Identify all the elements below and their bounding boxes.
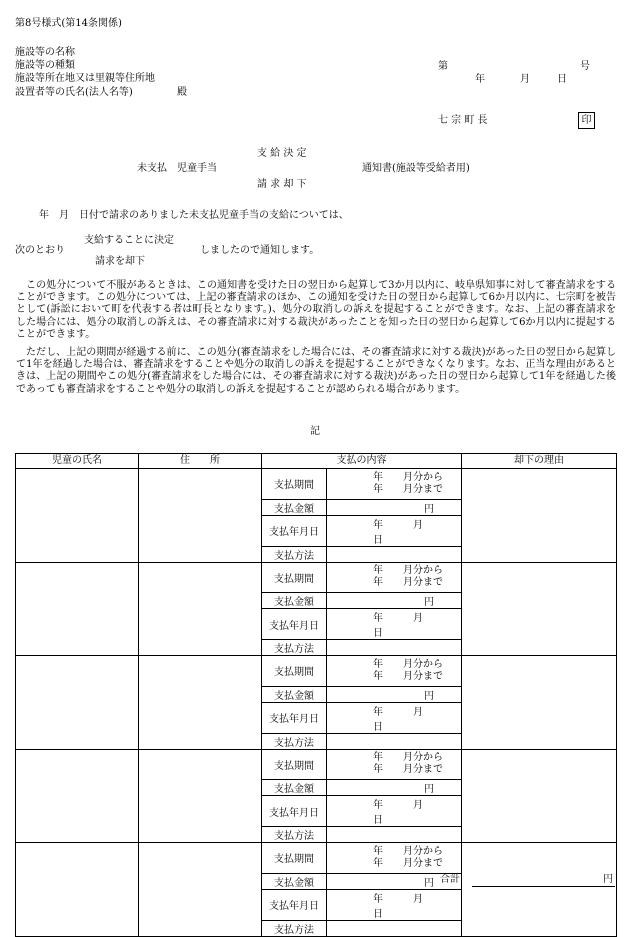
address-cell[interactable] xyxy=(139,749,262,843)
period-to: 年 月分まで xyxy=(373,483,443,495)
decision-prefix: 次のとおり xyxy=(15,245,65,256)
method-value[interactable] xyxy=(327,920,462,936)
yen-unit: 円 xyxy=(424,597,434,608)
date-row xyxy=(262,702,461,733)
address-cell[interactable] xyxy=(139,469,262,563)
date-row xyxy=(262,609,461,640)
header-child-name: 児童の氏名 xyxy=(16,454,139,469)
date-row xyxy=(262,889,461,920)
date-day: 日 xyxy=(557,74,567,85)
payment-content-cell xyxy=(262,843,462,937)
method-row xyxy=(262,920,461,936)
amount-value[interactable] xyxy=(327,593,462,609)
period-label: 支払期間 xyxy=(262,843,327,873)
date-value[interactable] xyxy=(327,609,462,640)
date-value[interactable] xyxy=(327,796,462,827)
rejection-reason-cell[interactable] xyxy=(462,656,617,750)
title-option-rejection: 請 求 却 下 xyxy=(257,179,307,190)
date-row xyxy=(262,796,461,827)
period-value[interactable] xyxy=(327,563,462,593)
method-row xyxy=(262,546,461,562)
period-value[interactable] xyxy=(327,469,462,499)
total-yen: 円 xyxy=(603,874,613,885)
amount-label: 支払金額 xyxy=(262,873,327,889)
ymd-units: 年 月 日 xyxy=(373,613,453,639)
period-to: 年 月分まで xyxy=(373,670,443,682)
title-option-decision: 支 給 決 定 xyxy=(257,148,307,159)
payment-subtable xyxy=(262,563,461,656)
header-address: 住 所 xyxy=(139,454,262,469)
amount-row xyxy=(262,686,461,702)
period-row xyxy=(262,469,461,499)
amount-row xyxy=(262,780,461,796)
yen-unit: 円 xyxy=(424,784,434,795)
period-row xyxy=(262,750,461,780)
period-label: 支払期間 xyxy=(262,563,327,593)
payment-subtable xyxy=(262,469,461,562)
intro-line: 年 月 日付で請求のありました未支払児童手当の支給については、 xyxy=(39,210,349,221)
method-value[interactable] xyxy=(327,733,462,749)
amount-row xyxy=(262,873,461,889)
ymd-units: 年 月 日 xyxy=(373,519,453,546)
method-label: 支払方法 xyxy=(262,733,327,749)
amount-value[interactable] xyxy=(327,499,462,515)
date-value[interactable] xyxy=(327,889,462,920)
amount-value[interactable] xyxy=(327,780,462,796)
period-from: 年 月分から xyxy=(373,565,443,577)
period-value[interactable] xyxy=(327,656,462,686)
rejection-reason-cell[interactable] xyxy=(462,469,617,563)
method-row xyxy=(262,827,461,843)
period-label: 支払期間 xyxy=(262,750,327,780)
period-value[interactable] xyxy=(327,750,462,780)
yen-unit: 円 xyxy=(424,877,434,889)
table-row xyxy=(16,843,617,937)
period-value[interactable] xyxy=(327,843,462,873)
method-label: 支払方法 xyxy=(262,920,327,936)
date-value[interactable] xyxy=(327,702,462,733)
address-cell[interactable] xyxy=(139,562,262,656)
period-row xyxy=(262,843,461,873)
date-label: 支払年月日 xyxy=(262,515,327,546)
title-left: 未支払 児童手当 xyxy=(137,163,217,174)
method-value[interactable] xyxy=(327,640,462,656)
period-to: 年 月分まで xyxy=(373,857,443,869)
amount-label: 支払金額 xyxy=(262,499,327,515)
amount-row xyxy=(262,593,461,609)
date-label: 支払年月日 xyxy=(262,702,327,733)
method-value[interactable] xyxy=(327,827,462,843)
rejection-reason-cell[interactable] xyxy=(462,562,617,656)
child-name-cell[interactable] xyxy=(16,749,139,843)
address-cell[interactable] xyxy=(139,843,262,937)
period-to: 年 月分まで xyxy=(373,577,443,589)
table-row xyxy=(16,656,617,750)
child-name-cell[interactable] xyxy=(16,656,139,750)
amount-value[interactable] xyxy=(327,686,462,702)
rejection-reason-cell[interactable] xyxy=(462,749,617,843)
date-year: 年 xyxy=(475,74,485,85)
period-label: 支払期間 xyxy=(262,656,327,686)
payment-subtable xyxy=(262,750,461,843)
period-from: 年 月分から xyxy=(373,845,443,857)
table-row xyxy=(16,562,617,656)
decision-choice-1: 支給することに決定 xyxy=(84,235,174,246)
method-label: 支払方法 xyxy=(262,827,327,843)
payment-table xyxy=(15,453,617,937)
dono-label: 殿 xyxy=(177,87,187,98)
method-row xyxy=(262,640,461,656)
period-from: 年 月分から xyxy=(373,752,443,764)
child-name-cell[interactable] xyxy=(16,469,139,563)
date-row xyxy=(262,515,461,546)
issuer-title: 七 宗 町 長 xyxy=(438,115,488,126)
date-label: 支払年月日 xyxy=(262,796,327,827)
facility-address-label: 施設等所在地又は里親等住所地 xyxy=(15,73,155,84)
child-name-cell[interactable] xyxy=(16,562,139,656)
facility-type-label: 施設等の種類 xyxy=(15,60,75,71)
method-label: 支払方法 xyxy=(262,640,327,656)
period-to: 年 月分まで xyxy=(373,764,443,776)
table-row xyxy=(16,469,617,563)
date-label: 支払年月日 xyxy=(262,609,327,640)
payment-content-cell xyxy=(262,656,462,750)
doc-number-dai: 第 xyxy=(438,61,448,72)
form-number: 第8号様式(第14条関係) xyxy=(15,18,122,29)
decision-suffix: しましたので通知します。 xyxy=(200,245,320,256)
header-payment-content: 支払の内容 xyxy=(262,454,462,469)
date-value[interactable] xyxy=(327,515,462,546)
period-row xyxy=(262,656,461,686)
period-from: 年 月分から xyxy=(373,471,443,483)
yen-unit: 円 xyxy=(424,503,434,515)
ymd-units: 年 月 日 xyxy=(373,893,453,920)
notice-paragraph-2: ただし、上記の期間が経過する前に、この処分(審査請求をした場合には、その審査請求に対する裁決)があった日の翌日から起算して1年を経過した場合は、審査請求をすることや処分の取消しの訴えを提起することができなくなります。なお、正当な理由があるときは、上記の期間やこの処分(審査請求をした場合には、その審査請求に対する裁決)があった日の翌日から起算して1年を経過した後であっても審査請求をすることや処分の取消しの訴えを提起することが認められる場合があります。 xyxy=(16,347,616,395)
amount-label: 支払金額 xyxy=(262,780,327,796)
ki-label: 記 xyxy=(310,426,320,437)
total-amount-line[interactable] xyxy=(472,886,615,887)
table-row xyxy=(16,749,617,843)
seal-box: 印 xyxy=(578,112,595,129)
table-header-row xyxy=(16,454,617,469)
rejection-reason-cell[interactable] xyxy=(462,843,617,937)
founder-name-label: 設置者等の氏名(法人名等) xyxy=(15,87,133,98)
method-value[interactable] xyxy=(327,546,462,562)
address-cell[interactable] xyxy=(139,656,262,750)
header-rejection-reason: 却下の理由 xyxy=(462,454,617,469)
total-label: 合計 xyxy=(440,874,460,885)
child-name-cell[interactable] xyxy=(16,843,139,937)
title-right: 通知書(施設等受給者用) xyxy=(362,163,470,174)
facility-name-label: 施設等の名称 xyxy=(15,47,75,58)
decision-choice-2: 請求を却下 xyxy=(95,256,145,267)
ymd-units: 年 月 日 xyxy=(373,706,453,733)
amount-row xyxy=(262,499,461,515)
payment-content-cell xyxy=(262,469,462,563)
date-label: 支払年月日 xyxy=(262,889,327,920)
doc-number-go: 号 xyxy=(580,61,590,72)
amount-label: 支払金額 xyxy=(262,686,327,702)
yen-unit: 円 xyxy=(424,690,434,702)
period-label: 支払期間 xyxy=(262,469,327,499)
payment-content-cell xyxy=(262,749,462,843)
method-row xyxy=(262,733,461,749)
notice-paragraph-1: この処分について不服があるときは、この通知書を受けた日の翌日から起算して3か月以内に、岐阜県知事に対して審査請求をすることができます。この処分については、上記の審査請求のほか、この通知を受けた日の翌日から起算して6か月以内に、七宗町を被告として(訴訟において町を代表する者は町長となります。)、処分の取消しの訴えを提起することができます。なお、上記の審査請求をした場合には、処分の取消しの訴えは、その審査請求に対する裁決があったことを知った日の翌日から起算して6か月以内に提起することができます。 xyxy=(16,280,616,340)
period-row xyxy=(262,563,461,593)
date-month: 月 xyxy=(520,74,530,85)
amount-label: 支払金額 xyxy=(262,593,327,609)
payment-subtable xyxy=(262,843,461,936)
payment-content-cell xyxy=(262,562,462,656)
ymd-units: 年 月 日 xyxy=(373,800,453,826)
period-from: 年 月分から xyxy=(373,658,443,670)
payment-subtable xyxy=(262,656,461,749)
method-label: 支払方法 xyxy=(262,546,327,562)
